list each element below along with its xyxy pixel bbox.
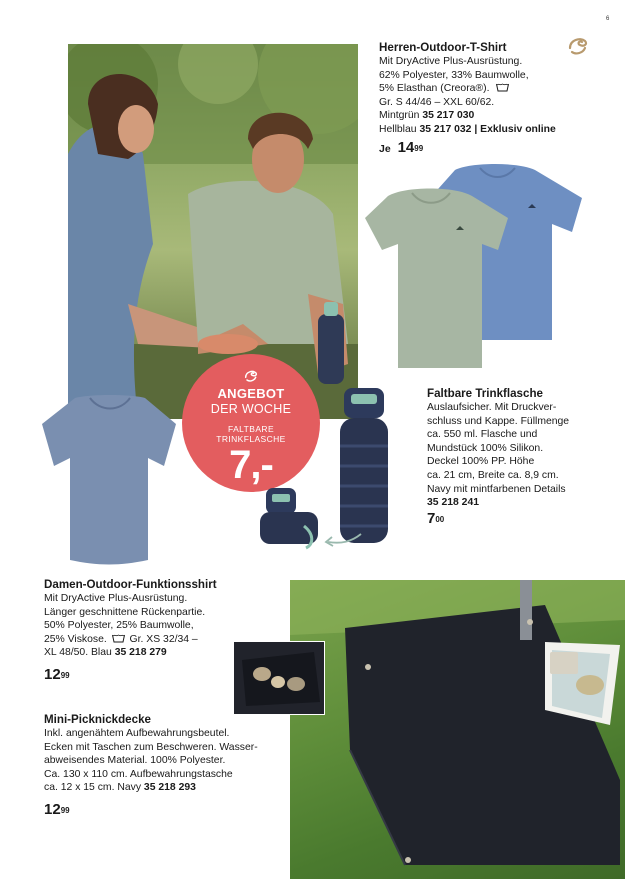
bottle-title: Faltbare Trinkflasche [427,387,543,400]
bottle-line2: schluss und Kappe. Füllmenge [427,415,570,427]
badge-title: ANGEBOT [217,386,285,401]
blanket-line1: Inkl. angenähtem Aufbewahrungsbeutel. [44,728,230,739]
badge-price: 7,- [229,443,273,487]
badge-product-line2: TRINKFLASCHE [216,434,286,444]
blanket-title: Mini-Picknickdecke [44,713,151,726]
men-shirt-title: Herren-Outdoor-T-Shirt [379,41,507,54]
men-shirt-price: $14^{99}$ [397,138,424,156]
men-shirt-sku2: 35 217 032 [419,123,472,135]
blanket-description [44,712,294,817]
bottle-line4: Mundstück 100% Silikon. [427,442,544,454]
men-shirts-product-image [360,160,590,380]
bottle-line7: Navy mit mintfarbenen Details [427,483,566,495]
women-shirt-title: Damen-Outdoor-Funktionsshirt [44,578,217,591]
picnic-blanket-photo [290,580,625,879]
bottle-description [427,386,622,525]
hero-photo-couple-outdoors [68,44,358,419]
pocket-detail-inset [233,641,325,715]
wash-30-icon [496,82,509,92]
badge-subtitle: DER WOCHE [210,402,292,416]
men-shirt-price-prefix: Je [379,142,391,155]
men-shirt-line1: Mit DryActive Plus-Ausrüstung. [379,56,523,67]
women-shirt-price: $12^{99}$ [44,665,70,683]
women-shirt-sku: 35 218 279 [114,647,167,659]
men-shirt-sku1: 35 217 030 [422,110,475,122]
badge-product-line1: FALTBARE [227,424,275,434]
page-number: 6 [606,16,610,22]
bottle-line3: ca. 550 ml. Flasche und [427,429,538,441]
blanket-line3: abweisendes Material. 100% Polyester. [44,755,226,767]
blanket-sku: 35 218 293 [143,782,196,794]
men-shirt-color2: Hellblau [379,123,417,135]
women-shirt-line3: 50% Polyester, 25% Baumwolle, [44,620,194,632]
women-shirt-line1: Mit DryActive Plus-Ausrüstung. [44,593,188,604]
men-shirt-line4: Gr. S 44/46 – XXL 60/62. [379,96,495,108]
men-shirt-exclusive: | Exklusiv online [474,123,556,135]
women-shirt-line4: 25% Viskose. [44,633,107,645]
bottle-price: $7^{00}$ [427,509,445,527]
bottle-line6: ca. 21 cm, Breite ca. 8,9 cm. [427,469,559,481]
bottles-product-image [256,384,426,559]
bottle-sku: 35 218 241 [427,497,480,509]
wash-30-icon [112,633,125,643]
men-shirt-line2: 62% Polyester, 33% Baumwolle, [379,69,529,81]
women-shirt-line2: Länger geschnittene Rückenpartie. [44,606,206,618]
blanket-line2: Ecken mit Taschen zum Beschweren. Wasser- [44,741,258,753]
blanket-line4: Ca. 130 x 110 cm. Aufbewahrungstasche [44,768,233,780]
blanket-last-line: ca. 12 x 15 cm. Navy [44,782,142,794]
tchibo-bean-icon [243,368,259,384]
men-shirt-line3: 5% Elasthan (Creora®). [379,83,490,95]
women-shirt-last-line: XL 48/50. Blau [44,647,112,659]
blanket-price: $12^{99}$ [44,800,70,818]
men-shirt-description [379,40,619,156]
bottle-line5: Deckel 100% PP. Höhe [427,456,535,468]
women-shirt-line5: Gr. XS 32/34 – [129,633,198,645]
bottle-line1: Auslaufsicher. Mit Druckver- [427,402,557,413]
men-shirt-color1: Mintgrün [379,110,420,122]
women-shirt-product-image [40,394,180,566]
